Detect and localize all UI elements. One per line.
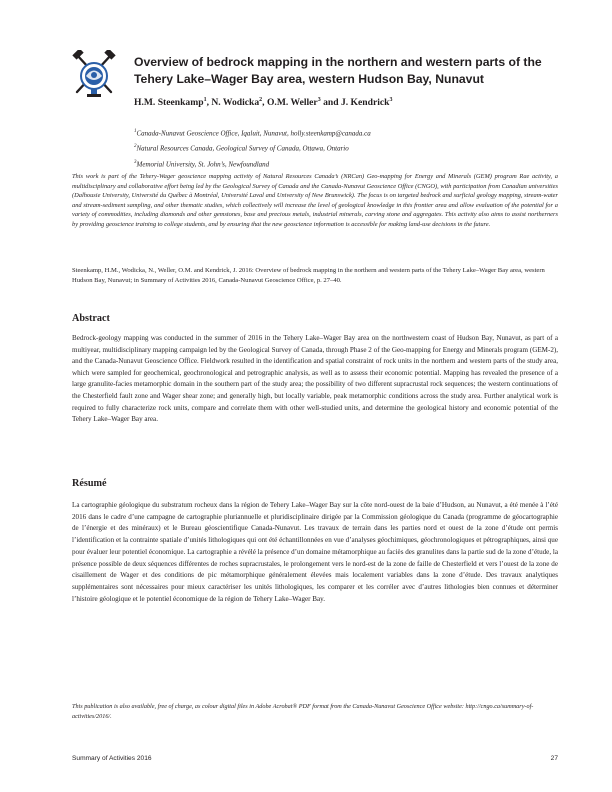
affiliation-item (134, 140, 371, 155)
affiliation-item (134, 156, 371, 171)
resume-body: La cartographie géologique du substratum rocheux dans la région de Tehery Lake–Wager Bay sur la côte nord-ouest de la baie d’Hudson, au Nunavut, a été menée à l’été 2016 dans le cadre d’une campagne de cartographie pluriannuelle et pluridisciplinaire dirigée par la Commission géologique du Canada (programme de géocartographie de l’énergie et des minéraux) et le Bureau géoscientifique Canada-Nunavut. Les travaux de terrain dans les parties nord et ouest de la zone d’étude ont permis l’identification et la contrainte spatiale d’unités lithologiques qui ont été échantillonnées en vue d’analyses géochimiques, géochronologiques et pétrographiques, ainsi que pour évaluer leur potentiel économique. La cartographie a révélé la présence d’un domaine métamorphique au faciès des granulites dans la partie sud de la zone d’étude, la présence possible de deux séquences différentes de roches supracrustales, le prolongement vers le nord-est de la zone de faille de Chesterfield et vers l’ouest de la zone de cisaillement de Wager et des conditions de pic métamorphique généralement élevées mais localement variables dans la zone d’étude. Des travaux analytiques supplémentaires sont nécessaires pour mieux caractériser les unités lithologiques, les comparer et les corréler avec d’autres lithologies bien connues et déterminer l’histoire géologique et le potentiel économique de la région de Tehery Lake–Wager Bay. (72, 501, 558, 603)
author-affiliation-marker: 3 (389, 97, 393, 103)
citation: Steenkamp, H.M., Wodicka, N., Weller, O.M. and Kendrick, J. 2016: Overview of bedrock mapping in the northern and western parts of the Tehery Lake–Wager Bay area, western Hudson Bay, Nunavut; in Summary of Activities 2016, Canada-Nunavut Geoscience Office, p. 27–40. (72, 267, 545, 284)
resume-heading: Résumé (72, 478, 107, 489)
abstract-body: Bedrock-geology mapping was conducted in the summer of 2016 in the Tehery Lake–Wager Bay area on the northwestern coast of Hudson Bay, Nunavut, as part of a multiyear, multidisciplinary mapping campaign led by the Geological Survey of Canada, through Phase 2 of the Geo-mapping for Energy and Minerals program (GEM-2), and the Canada-Nunavut Geoscience Office. Fieldwork resulted in the identification and spatial constraint of rock units in the northern and western parts of the study area, which were sampled for geochemical, geochronological and petrographic analysis, as well as to assess their economic potential. Mapping has revealed the presence of a large granulite-facies metamorphic domain in the southern part of the study area; the possibility of two different supracrustal rock sequences; the western continuations of the Chesterfield fault zone and Wager shear zone; and generally high, but locally variable, peak metamorphic conditions across the study area. Further analytical work is required to fully characterize rock units, compare and correlate them with other well-studied units, and determine the geological history and economic potential of the Tehery Lake–Wager Bay area. (72, 334, 558, 424)
author-separator: and (320, 97, 341, 109)
footer-publication-name: Summary of Activities 2016 (72, 755, 152, 762)
page-number: 27 (550, 755, 558, 762)
page-title: Overview of bedrock mapping in the northern and western parts of the Tehery Lake–Wager Bay area, western Hudson Bay, Nunavut (134, 55, 542, 86)
author-separator: , (206, 97, 212, 109)
author-affiliation-marker: 2 (259, 97, 263, 103)
author-affiliation-marker: 3 (317, 97, 321, 103)
author-list (134, 97, 392, 108)
affiliation-marker: 3 (134, 159, 137, 165)
affiliation-text: Memorial University, St. John’s, Newfoundland (136, 159, 270, 168)
author-name: O.M. Weller (266, 97, 318, 109)
cngo-emblem-icon (72, 50, 116, 100)
author-name: N. Wodicka (211, 97, 260, 109)
publication-footnote: This publication is also available, free of charge, as colour digital files in Adobe Acrobat® PDF format from the Canada-Nunavut Geoscience Office website: http://cngo.ca/summary-of-activities/2016/. (72, 703, 534, 720)
author-name: J. Kendrick (340, 97, 390, 109)
author-separator: , (262, 97, 267, 109)
affiliation-marker: 1 (134, 129, 137, 134)
affiliation-text: Natural Resources Canada, Geological Survey of Canada, Ottawa, Ontario (136, 144, 349, 153)
author-name: H.M. Steenkamp (134, 97, 204, 109)
program-summary: This work is part of the Tehery-Wager geoscience mapping activity of Natural Resources Canada’s (NRCan) Geo-mapping for Energy and Minerals (GEM) program Rae activity, a multidisciplinary and collaborative effort being led by the Geological Survey of Canada and the Canada-Nunavut Geoscience Office (CNGO), with participation from Canadian universities (Dalhousie University, Université du Québec à Montréal, Université Laval and University of New Brunswick). The focus is on targeted bedrock and surficial geology mapping, stream-water and stream-sediment sampling, and other thematic studies, which collectively will increase the level of geological knowledge in this frontier area and allow evaluation of the potential for a variety of commodities, including diamonds and other gemstones, base and precious metals, industrial minerals, carving stone and aggregates. This activity also aims to assist northerners by providing geoscience training to college students, and by ensuring that the new geoscience information is accessible for making land-use decisions in the future. (72, 173, 558, 228)
abstract-heading: Abstract (72, 313, 110, 324)
affiliation-marker: 2 (134, 144, 137, 150)
affiliation-item (134, 125, 371, 140)
affiliation-list (134, 125, 371, 171)
affiliation-text: Canada-Nunavut Geoscience Office, Iqaluit, Nunavut, holly.steenkamp@canada.ca (136, 129, 371, 138)
author-affiliation-marker: 1 (203, 97, 207, 103)
